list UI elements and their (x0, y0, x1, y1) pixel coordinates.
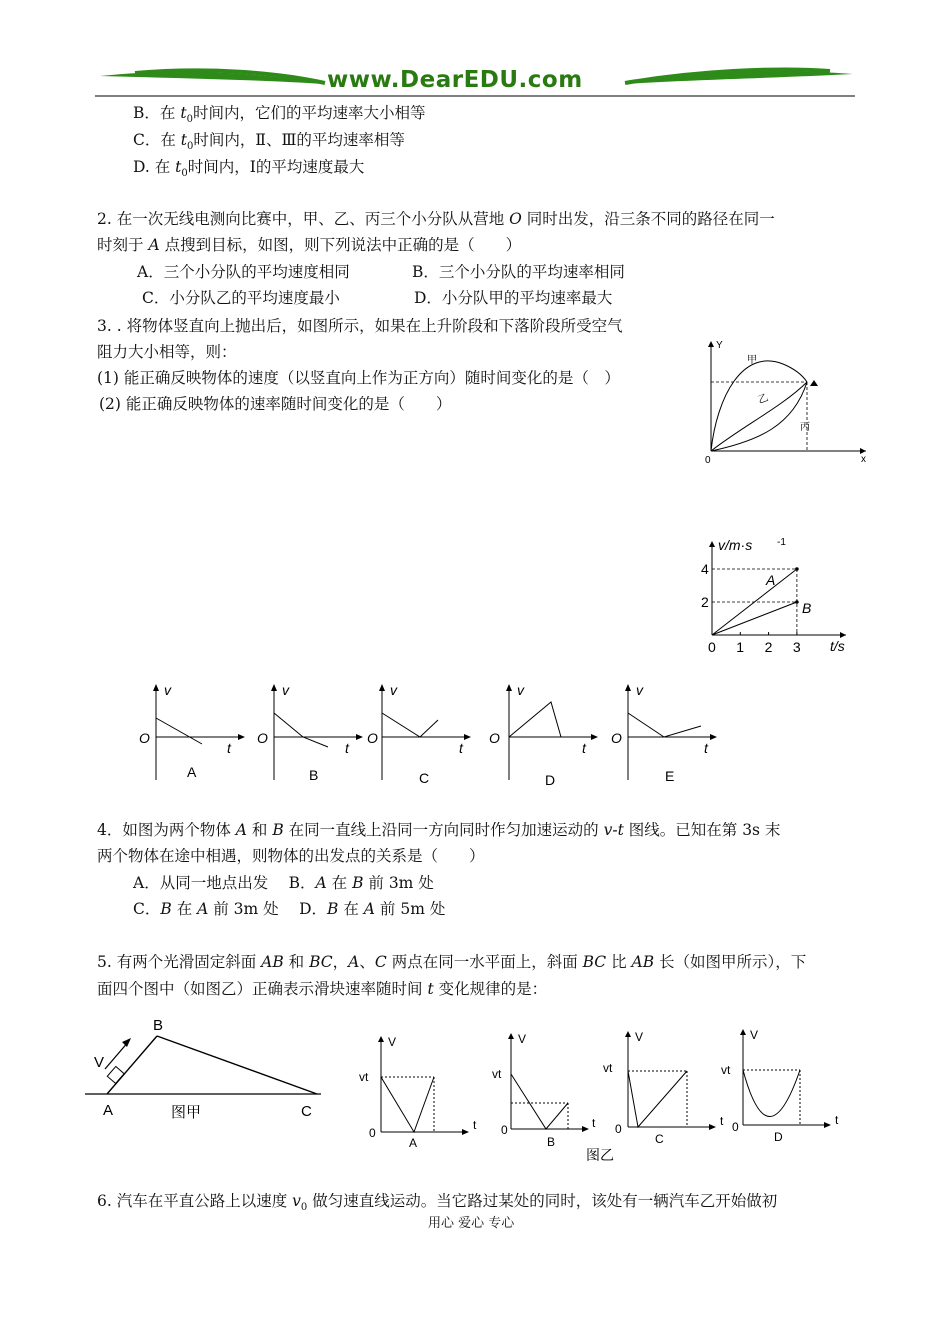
q4-var: A (315, 874, 327, 892)
q5-graph-b-vt: vt (492, 1067, 502, 1081)
page-header (95, 64, 855, 104)
q5-var: AB (631, 953, 655, 971)
q4-vt-graph (700, 537, 860, 662)
q5-text: 和 (283, 953, 310, 971)
q1-option-d-post: 时间内，Ⅰ的平均速度最大 (187, 158, 365, 176)
q2-path-figure (703, 336, 873, 464)
q5-var: BC (309, 953, 333, 971)
q4-text: 4．如图为两个物体 (97, 821, 236, 839)
q4-series-a-label: A (766, 572, 776, 588)
q3-graph-c-label: C (419, 770, 430, 786)
q3-graph-d-t-label: t (582, 740, 586, 756)
q1-option-c-var: t (180, 131, 188, 149)
q5-text: 面四个图中（如图乙）正确表示滑块速率随时间 (97, 980, 428, 998)
q2-text: 2. 在一次无线电测向比赛中，甲、乙、丙三个小分队从营地 (97, 210, 510, 228)
q1-option-b-post: 时间内，它们的平均速率大小相等 (192, 104, 426, 122)
q4-text: 和 (247, 821, 273, 839)
q3-vt-graphs (130, 680, 740, 788)
q2-fig-jia: 甲 (747, 355, 757, 366)
q4-text: A．从同一地点出发 B． (133, 874, 316, 892)
q4-options-row-2 (133, 899, 445, 919)
q3-graph-d-v-label: v (517, 682, 524, 698)
q3-graph-b-origin: O (257, 730, 268, 746)
page-footer: 用心 爱心 专心 (428, 1216, 515, 1231)
q5-text: 5. 有两个光滑固定斜面 (97, 953, 262, 971)
q1-option-c-sub: 0 (187, 141, 194, 153)
q1-option-b (133, 103, 425, 130)
q4-var: A (235, 821, 247, 839)
q5-graph-a-t: t (473, 1118, 477, 1132)
q3-graph-a-label: A (187, 764, 197, 780)
q5-text: 两点在同一水平面上，斜面 (386, 953, 583, 971)
q2-line-2 (97, 235, 521, 255)
q1-option-c (133, 130, 405, 157)
q5-graph-b-v: V (518, 1032, 527, 1046)
q4-text: 前 5m 处 (374, 900, 446, 918)
q4-y-tick-label: 4 (701, 561, 709, 577)
q3-graph-a-origin: O (139, 730, 150, 746)
q3-graph-c-t-label: t (459, 740, 463, 756)
q1-option-b-var: t (180, 104, 187, 122)
q4-var: B (272, 821, 284, 839)
q5-text: 比 (606, 953, 632, 971)
q4-text: 在 (171, 900, 198, 918)
q3-graph-b (257, 682, 363, 783)
q2-option-c: C．小分队乙的平均速度最小 (142, 289, 340, 307)
q1-option-b-pre: B．在 (133, 104, 181, 122)
q5-text: 、 (359, 953, 375, 971)
q5-var: A (348, 953, 360, 971)
q4-var: B (352, 874, 364, 892)
q4-series-b-line (712, 602, 797, 635)
q5-graph-a-origin: 0 (369, 1126, 376, 1140)
incline-point-b: B (153, 1017, 164, 1034)
q5-speed-graphs (356, 1020, 839, 1170)
q5-incline-figure (85, 1015, 325, 1125)
q5-graph-c-label: C (655, 1132, 664, 1146)
q4-x-tick-label: 1 (736, 639, 745, 655)
q5-graph-b-label: B (547, 1135, 556, 1149)
q5-graph-d-t: t (835, 1113, 839, 1127)
q2-fig-yi: 乙 (756, 392, 770, 407)
q3-graph-a-t-label: t (227, 740, 231, 756)
q5-graph-b (492, 1032, 596, 1149)
q5-text: ， (332, 953, 349, 971)
q1-option-d-sub: 0 (181, 168, 188, 180)
q5-var: BC (582, 953, 607, 971)
slider-block (107, 1066, 124, 1083)
q5-var: AB (261, 953, 284, 971)
q5-graph-d-v: V (750, 1028, 759, 1042)
q4-var: B (327, 900, 339, 918)
figure-yi-caption: 图乙 (586, 1147, 614, 1163)
q1-option-c-pre: C．在 (133, 131, 181, 149)
q4-text: 前 3m 处 (363, 874, 434, 892)
q3-line-4: (2) 能正确反映物体的速率随时间变化的是（ ） (99, 395, 452, 413)
q2-text: 同时出发，沿三条不同的路径在同一 (521, 210, 775, 228)
q4-text: C． (133, 900, 161, 918)
q3-line-3: (1) 能正确反映物体的速度（以竖直向上作为正方向）随时间变化的是（ ） (97, 369, 620, 387)
q5-graph-c (603, 1030, 724, 1146)
q3-graph-b-label: B (309, 767, 319, 783)
q5-graph-c-vt: vt (603, 1061, 613, 1075)
q3-graph-a (139, 682, 245, 780)
q5-graph-d-origin: 0 (732, 1120, 739, 1134)
q4-series-b-label: B (802, 600, 812, 616)
q3-graph-d (489, 682, 598, 788)
q3-graph-e (611, 682, 717, 784)
q2-line-1 (97, 209, 775, 229)
q4-y-label-sup: -1 (777, 537, 786, 548)
q3-line-2: 阻力大小相等，则： (97, 343, 237, 361)
site-logo-text: www.DearEDU.com (327, 67, 583, 93)
q4-x-tick-label: 0 (708, 639, 716, 655)
q1-option-c-post: 时间内，Ⅱ、Ⅲ的平均速率相等 (193, 131, 405, 149)
q2-var-a: A (148, 236, 160, 254)
q5-var: t (427, 980, 434, 998)
q4-var: A (363, 900, 375, 918)
q5-line-2 (97, 979, 547, 999)
q2-text: 时刻于 (97, 236, 149, 254)
q3-graph-d-label: D (545, 772, 556, 788)
q5-graph-c-t: t (720, 1114, 724, 1128)
q3-graph-e-label: E (665, 768, 675, 784)
q2-option-a: A．三个小分队的平均速度相同 (137, 263, 350, 281)
q6-var-sub: 0 (300, 1202, 308, 1214)
q4-y-label: v/m·s (718, 537, 753, 553)
q4-var: v-t (603, 821, 624, 839)
q4-x-tick-label: 2 (764, 639, 773, 655)
q5-text: 长（如图甲所示），下 (654, 953, 807, 971)
q4-x-label: t/s (830, 638, 845, 654)
q4-text: 前 3m 处 D． (208, 900, 328, 918)
q4-options-row-1 (133, 873, 434, 893)
q3-graph-c-v-label: v (390, 682, 397, 698)
figure-jia-caption: 图甲 (171, 1104, 202, 1121)
q2-fig-x-label: x (861, 454, 866, 465)
q4-line-2: 两个物体在途中相遇，则物体的出发点的关系是（ ） (97, 847, 485, 865)
q2-text: 点搜到目标，如图，则下列说法中正确的是（ ） (159, 236, 522, 254)
q2-fig-origin: 0 (705, 455, 711, 466)
q5-graph-d (721, 1028, 839, 1144)
q2-fig-y-label: Y (716, 340, 723, 351)
q4-text: 在 (338, 900, 364, 918)
q3-graph-b-v-label: v (282, 682, 289, 698)
q6-text: 做匀速直线运动。当它路过某处的同时，该处有一辆汽车乙开始做初 (307, 1192, 778, 1210)
q4-line-1 (97, 820, 780, 840)
q5-graph-c-v: V (635, 1030, 644, 1044)
q3-graph-a-v-label: v (164, 682, 171, 698)
q6-var: v (292, 1192, 301, 1210)
q3-line-1: 3. . 将物体竖直向上抛出后，如图所示，如果在上升阶段和下落阶段所受空气 (97, 317, 623, 335)
q5-graph-d-vt: vt (721, 1063, 731, 1077)
q5-graph-a-v: V (388, 1035, 397, 1049)
q5-graph-a-vt: vt (359, 1070, 369, 1084)
q4-text: 图线。已知在第 3s 末 (623, 821, 781, 839)
q5-var: C (374, 953, 387, 971)
q2-fig-target-marker (810, 380, 818, 386)
q5-graph-a-label: A (409, 1136, 418, 1150)
q2-option-d: D．小分队甲的平均速率最大 (414, 289, 613, 307)
incline-point-a: A (103, 1102, 114, 1119)
q5-line-1 (97, 952, 806, 972)
q1-option-d (133, 157, 364, 184)
q4-text: 在 (326, 874, 353, 892)
q5-graph-b-t: t (592, 1116, 596, 1130)
q1-option-b-sub: 0 (186, 114, 193, 126)
q6-text: 6. 汽车在平直公路上以速度 (97, 1192, 293, 1210)
q5-graph-c-origin: 0 (615, 1122, 622, 1136)
q4-var: A (197, 900, 209, 918)
q2-fig-bing: 丙 (800, 422, 810, 433)
q1-option-d-pre: D. 在 (133, 158, 176, 176)
q2-option-b: B．三个小分队的平均速率相同 (412, 263, 625, 281)
q3-graph-b-t-label: t (345, 740, 349, 756)
q4-series-a-end-point (795, 567, 799, 571)
q4-y-tick-label: 2 (701, 594, 709, 610)
q3-graph-e-v-label: v (636, 682, 643, 698)
q4-ticks (701, 561, 801, 655)
incline-point-c: C (301, 1103, 312, 1120)
q4-x-tick-label: 3 (792, 639, 801, 655)
q3-graph-e-origin: O (611, 730, 622, 746)
q3-graph-c (367, 682, 471, 786)
q3-graph-c-origin: O (367, 730, 378, 746)
q5-graph-b-origin: 0 (501, 1123, 508, 1137)
q5-text: 变化规律的是： (433, 980, 548, 998)
q4-var: B (160, 900, 172, 918)
incline-velocity-label: V (94, 1054, 105, 1071)
q5-graph-d-label: D (774, 1130, 783, 1144)
q3-graph-d-origin: O (489, 730, 500, 746)
q4-text: 在同一直线上沿同一方向同时作匀加速运动的 (283, 821, 604, 839)
q4-series-b-end-point (795, 600, 799, 604)
q2-var-o: O (509, 210, 522, 228)
q3-graph-e-t-label: t (704, 740, 708, 756)
q5-graph-a (359, 1035, 477, 1150)
q1-option-d-var: t (175, 158, 182, 176)
